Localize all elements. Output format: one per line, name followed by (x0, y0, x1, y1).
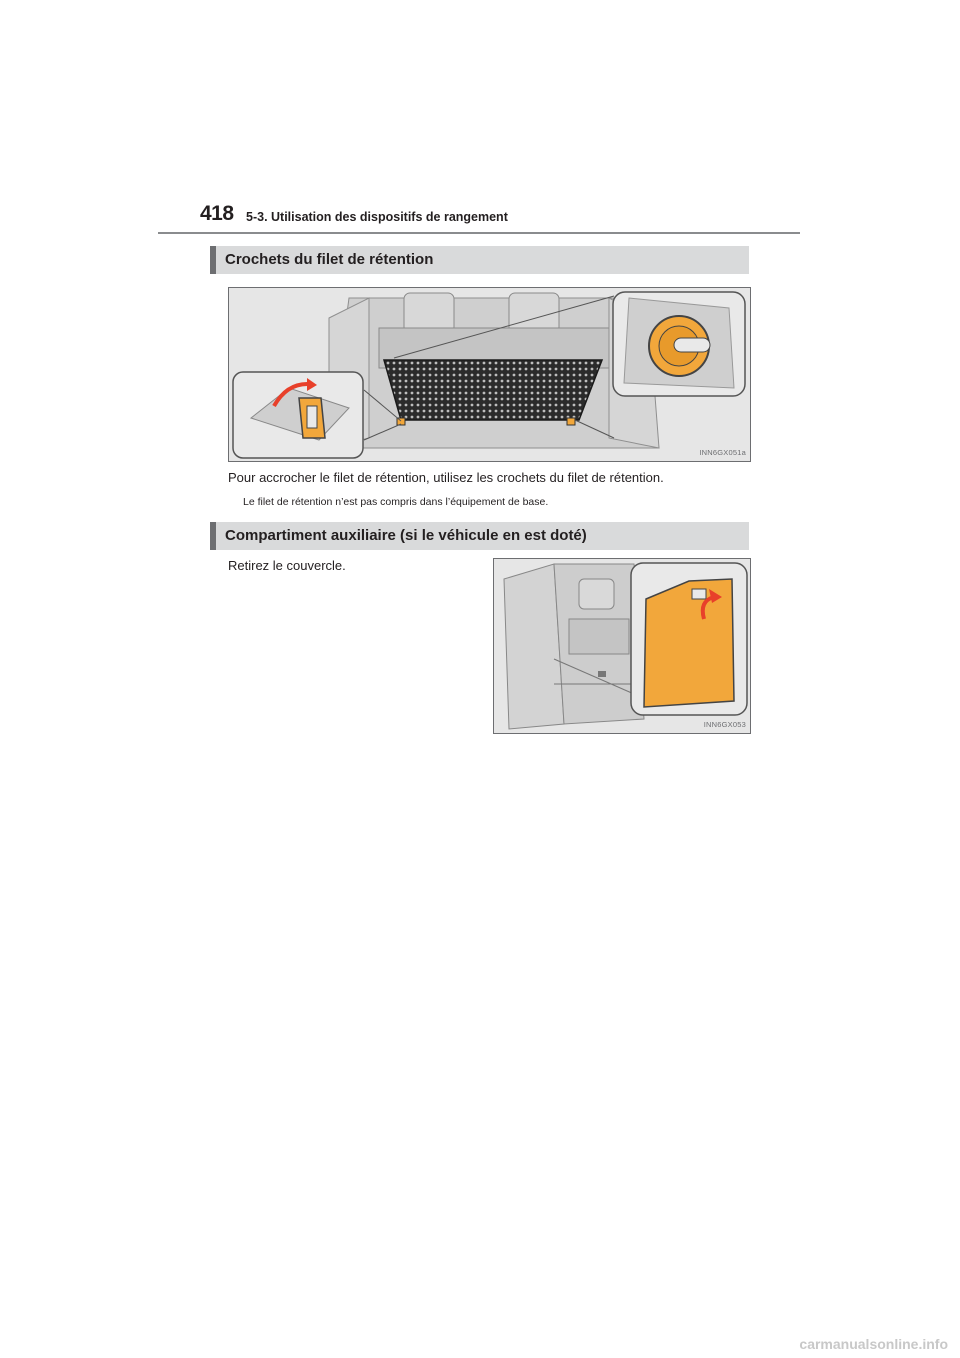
section-heading-text: Compartiment auxiliaire (si le véhicule en est doté) (225, 527, 587, 544)
chapter-title: 5-3. Utilisation des dispositifs de rangement (246, 210, 508, 224)
page-number: 418 (200, 202, 234, 225)
section-heading-net-hooks (210, 246, 749, 274)
figure-code: INN6GX051a (699, 448, 746, 457)
cargo-net-drawing (229, 288, 750, 461)
instruction-text: Pour accrocher le filet de rétention, utilisez les crochets du filet de rétention. (228, 470, 664, 485)
aux-compartment-illustration (493, 558, 751, 734)
watermark-footer: carmanualsonline.info (799, 1336, 948, 1352)
compartment-cover-drawing (494, 559, 750, 733)
section-heading-text: Crochets du filet de rétention (225, 251, 434, 268)
figure-code: INN6GX053 (703, 720, 746, 729)
section-heading-aux-compartment (210, 522, 749, 550)
note-text: Le filet de rétention n’est pas compris dans l’équipement de base. (243, 496, 549, 508)
header-rule (158, 232, 800, 234)
net-hooks-illustration (228, 287, 751, 462)
instruction-text: Retirez le couvercle. (228, 558, 346, 573)
